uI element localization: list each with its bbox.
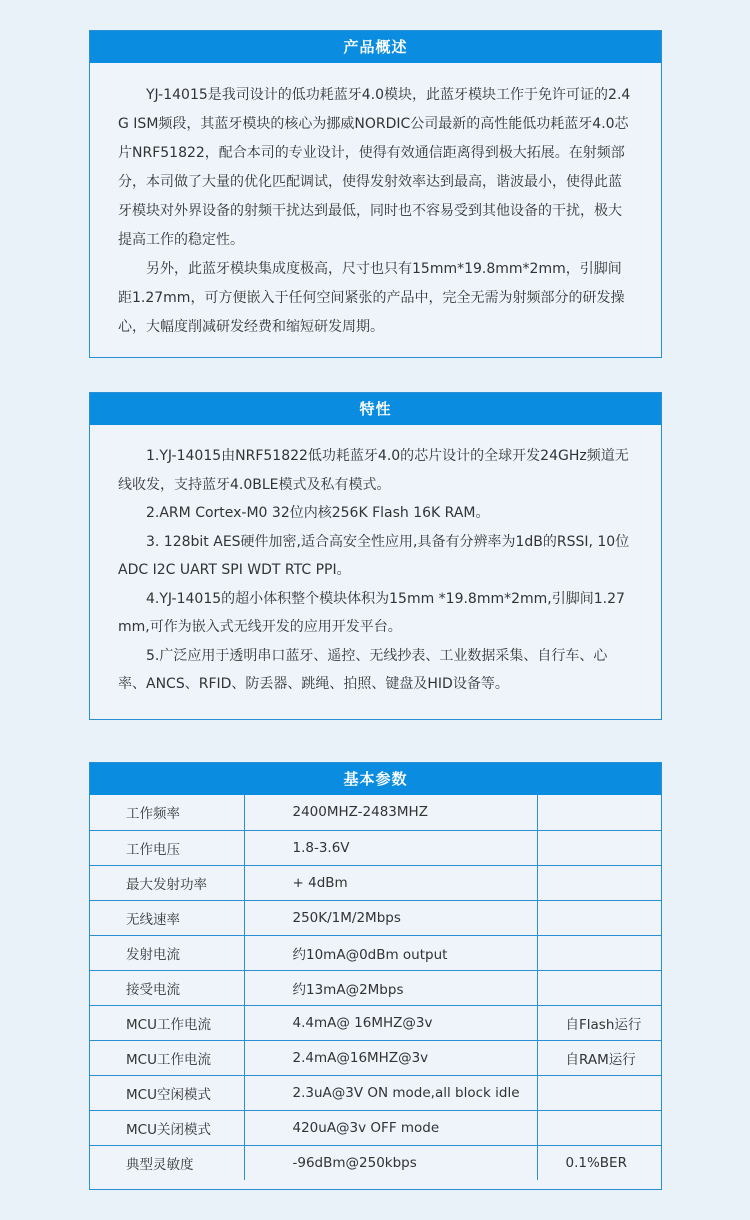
param-note <box>537 1110 661 1145</box>
param-value: 1.8-3.6V <box>244 830 537 865</box>
param-value: 2.4mA@16MHZ@3v <box>244 1040 537 1075</box>
param-value: 250K/1M/2Mbps <box>244 900 537 935</box>
param-name: MCU关闭模式 <box>90 1110 244 1145</box>
feature-item: 3. 128bit AES硬件加密,适合高安全性应用,具备有分辨率为1dB的RSSI, 10位ADC I2C UART SPI WDT RTC PPI。 <box>118 533 630 578</box>
params-panel <box>89 762 662 1190</box>
param-name: 工作频率 <box>90 795 244 830</box>
features-title: 特性 <box>90 393 661 425</box>
table-row <box>90 1040 661 1075</box>
param-value: 420uA@3v OFF mode <box>244 1110 537 1145</box>
param-note <box>537 830 661 865</box>
table-row <box>90 1110 661 1145</box>
param-value: 约13mA@2Mbps <box>244 970 537 1005</box>
param-name: 典型灵敏度 <box>90 1145 244 1180</box>
overview-panel <box>89 30 662 358</box>
table-row <box>90 865 661 900</box>
params-table <box>90 795 661 1180</box>
param-note <box>537 1075 661 1110</box>
param-note <box>537 795 661 830</box>
param-value: 2400MHZ-2483MHZ <box>244 795 537 830</box>
param-value: 4.4mA@ 16MHZ@3v <box>244 1005 537 1040</box>
features-panel <box>89 392 662 720</box>
params-title: 基本参数 <box>90 763 661 795</box>
param-note <box>537 970 661 1005</box>
table-row <box>90 1075 661 1110</box>
param-name: 无线速率 <box>90 900 244 935</box>
param-note: 自RAM运行 <box>537 1040 661 1075</box>
param-value: 2.3uA@3V ON mode,all block idle <box>244 1075 537 1110</box>
overview-title: 产品概述 <box>90 31 661 63</box>
table-row <box>90 970 661 1005</box>
param-name: MCU空闲模式 <box>90 1075 244 1110</box>
table-row <box>90 1145 661 1180</box>
table-row <box>90 1005 661 1040</box>
feature-item: 4.YJ-14015的超小体积整个模块体积为15mm *19.8mm*2mm,引脚间1.27mm,可作为嵌入式无线开发的应用开发平台。 <box>118 590 625 635</box>
table-row <box>90 900 661 935</box>
overview-paragraph: 另外，此蓝牙模块集成度极高，尺寸也只有15mm*19.8mm*2mm，引脚间距1.27mm，可方便嵌入于任何空间紧张的产品中，完全无需为射频部分的研发操心，大幅度削减研发经费和缩短研发周期。 <box>118 261 625 335</box>
table-row <box>90 795 661 830</box>
param-name: MCU工作电流 <box>90 1040 244 1075</box>
param-name: MCU工作电流 <box>90 1005 244 1040</box>
table-row <box>90 830 661 865</box>
features-body <box>90 425 661 699</box>
param-name: 接受电流 <box>90 970 244 1005</box>
feature-item: 2.ARM Cortex-M0 32位内核256K Flash 16K RAM。 <box>146 505 490 521</box>
param-note <box>537 865 661 900</box>
overview-body <box>90 63 661 342</box>
feature-item: 1.YJ-14015由NRF51822低功耗蓝牙4.0的芯片设计的全球开发24GHz频道无线收发，支持蓝牙4.0BLE模式及私有模式。 <box>118 448 629 493</box>
param-value: + 4dBm <box>244 865 537 900</box>
param-name: 工作电压 <box>90 830 244 865</box>
overview-paragraph: YJ-14015是我司设计的低功耗蓝牙4.0模块，此蓝牙模块工作于免许可证的2.4G ISM频段，其蓝牙模块的核心为挪威NORDIC公司最新的高性能低功耗蓝牙4.0芯片NRF51822，配合本司的专业设计，使得有效通信距离得到极大拓展。在射频部分，本司做了大量的优化匹配调试，使得发射效率达到最高，谐波最小，使得此蓝牙模块对外界设备的射频干扰达到最低，同时也不容易受到其他设备的干扰，极大提高工作的稳定性。 <box>118 87 631 248</box>
param-name: 最大发射功率 <box>90 865 244 900</box>
param-note: 0.1%BER <box>537 1145 661 1180</box>
param-name: 发射电流 <box>90 935 244 970</box>
param-note <box>537 935 661 970</box>
param-value: 约10mA@0dBm output <box>244 935 537 970</box>
param-value: -96dBm@250kbps <box>244 1145 537 1180</box>
param-note: 自Flash运行 <box>537 1005 661 1040</box>
feature-item: 5.广泛应用于透明串口蓝牙、遥控、无线抄表、工业数据采集、自行车、心率、ANCS、RFID、防丢器、跳绳、拍照、键盘及HID设备等。 <box>118 647 608 692</box>
param-note <box>537 900 661 935</box>
table-row <box>90 935 661 970</box>
